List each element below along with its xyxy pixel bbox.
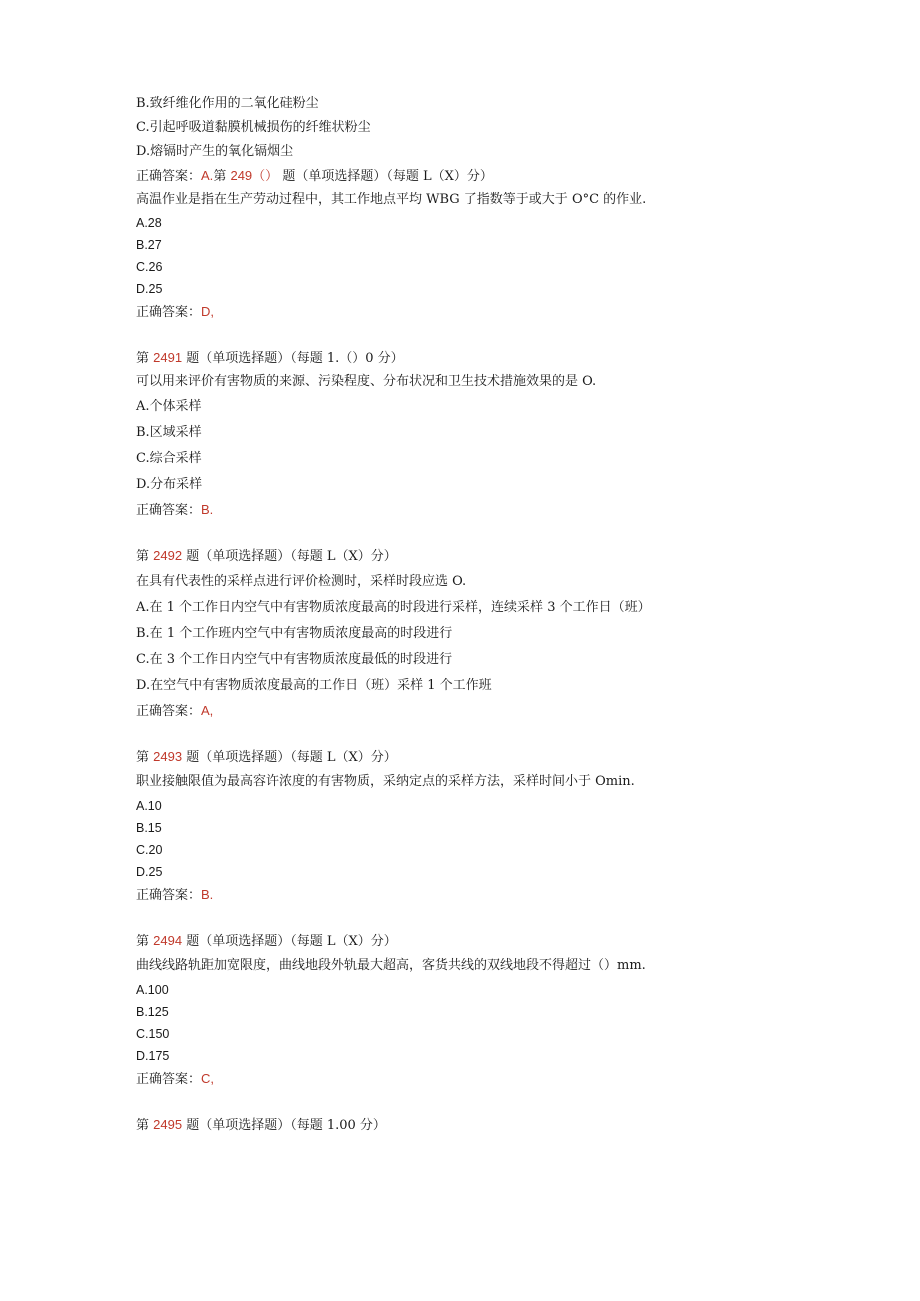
option-a: A.个体采样 — [136, 399, 202, 414]
option-b: B.致纤维化作用的二氧化硅粉尘 — [136, 96, 319, 111]
question-header-suffix: 题（单项选择题）（每题 L（X）分） — [282, 169, 493, 184]
question-header-suffix: 题（单项选择题）（每题 L（X）分） — [186, 549, 397, 564]
question-stem: 在具有代表性的采样点进行评价检测时，采样时段应选 O. — [136, 574, 467, 589]
option-c: C.在 3 个工作日内空气中有害物质浓度最低的时段进行 — [136, 652, 453, 667]
option-d: D.在空气中有害物质浓度最高的工作日（班）采样 1 个工作班 — [136, 678, 492, 693]
question-stem: 可以用来评价有害物质的来源、污染程度、分布状况和卫生技术措施效果的是 O. — [136, 374, 597, 389]
question-header-prefix: 第 — [213, 169, 227, 184]
answer-value: A, — [201, 703, 214, 718]
question-block — [136, 929, 816, 1091]
answer-line — [136, 699, 816, 723]
answer-value: B. — [201, 502, 214, 517]
option-d: D.25 — [136, 282, 163, 296]
option-c: C.综合采样 — [136, 451, 202, 466]
answer-label: 正确答案： — [136, 1072, 202, 1087]
question-header-suffix: 题（单项选择题）（每题 L（X）分） — [186, 934, 397, 949]
answer-value: D, — [201, 304, 215, 319]
question-header-prefix: 第 — [136, 934, 150, 949]
option-d: D.175 — [136, 1049, 170, 1063]
question-header-prefix: 第 — [136, 549, 150, 564]
option-c: C.20 — [136, 843, 163, 857]
question-block — [136, 745, 816, 907]
question-number: 2491 — [153, 350, 183, 365]
option-d: D.25 — [136, 865, 163, 879]
answer-value: B. — [201, 887, 214, 902]
question-block — [136, 188, 816, 324]
question-header — [136, 1113, 816, 1137]
answer-line — [136, 164, 816, 188]
answer-value: C, — [201, 1071, 215, 1086]
question-header-suffix: 题（单项选择题）（每题 L（X）分） — [186, 750, 397, 765]
option-b: B.区域采样 — [136, 425, 202, 440]
option-d: D.分布采样 — [136, 477, 203, 492]
question-header — [136, 929, 816, 953]
option-b: B.125 — [136, 1005, 169, 1019]
intro-block — [136, 92, 816, 188]
answer-label: 正确答案： — [136, 888, 202, 903]
question-header — [136, 346, 816, 370]
question-stem: 曲线线路轨距加宽限度，曲线地段外轨最大超高，客货共线的双线地段不得超过（）mm. — [136, 958, 646, 973]
question-number: 249（） — [230, 168, 279, 183]
option-b: B.在 1 个工作班内空气中有害物质浓度最高的时段进行 — [136, 626, 453, 641]
option-b: B.15 — [136, 821, 162, 835]
question-block — [136, 544, 816, 723]
question-number: 2493 — [153, 749, 183, 764]
question-number: 2495 — [153, 1117, 183, 1132]
answer-label: 正确答案： — [136, 503, 202, 518]
option-a: A.10 — [136, 799, 162, 813]
question-header — [136, 745, 816, 769]
answer-line — [136, 1067, 816, 1091]
question-block — [136, 1113, 816, 1137]
question-number: 2492 — [153, 548, 183, 563]
question-header-suffix: 题（单项选择题）（每题 1.00 分） — [186, 1118, 386, 1133]
answer-label: 正确答案： — [136, 305, 202, 320]
answer-label: 正确答案： — [136, 169, 202, 184]
question-header — [136, 544, 816, 568]
question-number: 2494 — [153, 933, 183, 948]
document-page — [136, 92, 816, 1137]
answer-line — [136, 883, 816, 907]
question-block — [136, 346, 816, 522]
question-header-suffix: 题（单项选择题）（每题 1.（）0 分） — [186, 351, 404, 366]
option-a: A.100 — [136, 983, 169, 997]
question-stem: 高温作业是指在生产劳动过程中，其工作地点平均 WBG 了指数等于或大于 O°C 的作业. — [136, 192, 647, 207]
question-stem: 职业接触限值为最高容许浓度的有害物质，采纳定点的采样方法，采样时间小于 Omin. — [136, 774, 635, 789]
question-header-prefix: 第 — [136, 1118, 150, 1133]
answer-line — [136, 300, 816, 324]
option-a: A.28 — [136, 216, 162, 230]
question-header-prefix: 第 — [136, 351, 150, 366]
option-c: C.150 — [136, 1027, 170, 1041]
answer-line — [136, 498, 816, 522]
question-header-prefix: 第 — [136, 750, 150, 765]
option-d: D.熔镉时产生的氧化镉烟尘 — [136, 144, 294, 159]
option-b: B.27 — [136, 238, 162, 252]
answer-value: A. — [201, 168, 214, 183]
option-c: C.26 — [136, 260, 163, 274]
option-a: A.在 1 个工作日内空气中有害物质浓度最高的时段进行采样，连续采样 3 个工作日（班） — [136, 600, 651, 615]
option-c: C.引起呼吸道黏膜机械损伤的纤维状粉尘 — [136, 120, 371, 135]
answer-label: 正确答案： — [136, 704, 202, 719]
